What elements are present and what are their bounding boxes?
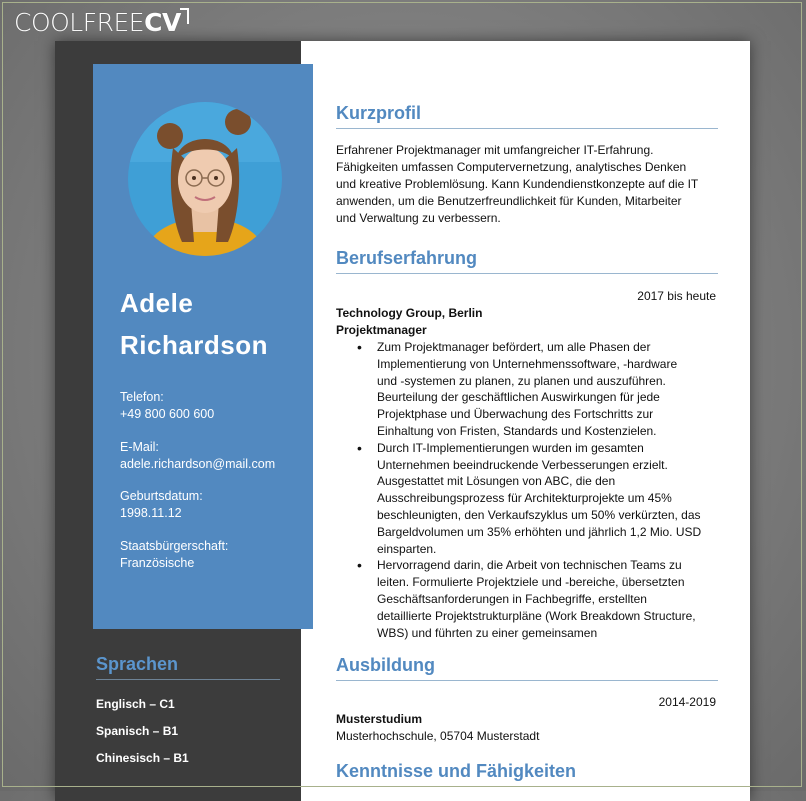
summary-line: und kreative Problemlösung. Kann Kundendienstkonzepte auf die IT [336, 177, 699, 191]
last-name: Richardson [120, 330, 269, 360]
bullet-line: Bargeldvolumen um 35% erhöhten und jährlich 1,2 Mio. USD [377, 524, 702, 539]
candidate-name [120, 282, 268, 366]
citizenship-value: Französische [120, 556, 195, 570]
education-date: 2014-2019 [658, 695, 716, 709]
experience-bullets [357, 339, 719, 641]
phone-label: Telefon: [120, 390, 164, 404]
profile-photo [128, 102, 282, 256]
first-name: Adele [120, 288, 194, 318]
experience-role: Projektmanager [336, 323, 427, 337]
bullet-line: Projektphase und Überwachung des Fortschritts zur [377, 407, 654, 422]
birth-block [120, 488, 203, 522]
bullet-line: detaillierte Projektstrukturpläne (Work Breakdown Structure, [377, 608, 696, 623]
email-label: E-Mail: [120, 440, 159, 454]
bullet-line: Ausschreibungsprozess für Architekturprojekte um 45% [377, 491, 672, 506]
summary-text [336, 142, 718, 227]
summary-line: anwenden, um die Benutzerfreundlichkeit für Kunden, Mitarbeiter [336, 194, 682, 208]
email-block [120, 439, 275, 473]
experience-bullet [357, 557, 719, 641]
experience-bullet [357, 339, 719, 440]
experience-heading: Berufserfahrung [336, 247, 718, 274]
email-value: adele.richardson@mail.com [120, 457, 276, 471]
bullet-line: Einhaltung von Fristen, Standards und Kostenzielen. [377, 423, 657, 438]
summary-heading: Kurzprofil [336, 102, 718, 129]
citizenship-block [120, 538, 228, 572]
summary-line: Fähigkeiten umfassen Computervernetzung, analytisches Denken [336, 160, 687, 174]
bullet-line: und -systemen zu planen, zu planen und auszuführen. [377, 373, 666, 388]
experience-bullet [357, 440, 719, 558]
watermark-bold-text: CV [144, 8, 181, 37]
languages-heading: Sprachen [96, 654, 280, 680]
bullet-line: Beurteilung der geschäftlichen Auswirkungen für jede [377, 390, 660, 405]
experience-company: Technology Group, Berlin [336, 306, 483, 320]
watermark-light-text: COOLFREE [14, 8, 145, 37]
bullet-line: beschleunigten, den Verkaufszyklus um 50% verkürzten, das [377, 507, 701, 522]
skills-heading: Kenntnisse und Fähigkeiten [336, 760, 718, 787]
bullet-line: leiten. Formulierte Projektziele und -bereiche, übersetzten [377, 575, 685, 590]
education-heading: Ausbildung [336, 654, 718, 681]
language-item: Chinesisch – B1 [96, 751, 189, 765]
bullet-line: • Durch IT-Implementierungen wurden im gesamten [377, 440, 644, 455]
bullet-line: einsparten. [377, 541, 437, 556]
education-degree: Musterstudium [336, 712, 423, 726]
bullet-line: Unternehmen beeindruckende Verbesserungen erzielt. [377, 457, 668, 472]
summary-line: und Verwaltung zu verbessern. [336, 211, 501, 225]
birth-value: 1998.11.12 [120, 506, 182, 520]
language-item: Englisch – C1 [96, 697, 175, 711]
watermark-logo [14, 8, 181, 37]
birth-label: Geburtsdatum: [120, 489, 203, 503]
bullet-line: • Hervorragend darin, die Arbeit von technischen Teams zu [377, 558, 682, 573]
bullet-line: Implementierung von Unternehmenssoftware, -hardware [377, 356, 678, 371]
phone-block [120, 389, 214, 423]
bullet-line: Geschäftsanforderungen in Fachbegriffe, erstellten [377, 591, 647, 606]
education-school: Musterhochschule, 05704 Musterstadt [336, 729, 540, 743]
bullet-line: Ausgestattet mit Lösungen von ABC, die den [377, 474, 616, 489]
experience-date: 2017 bis heute [637, 289, 716, 303]
citizenship-label: Staatsbürgerschaft: [120, 539, 229, 553]
language-item: Spanisch – B1 [96, 724, 179, 738]
summary-line: Erfahrener Projektmanager mit umfangreicher IT-Erfahrung. [336, 143, 654, 157]
bullet-line: WBS) und führten zu einer gemeinsamen [377, 625, 598, 640]
bullet-line: • Zum Projektmanager befördert, um alle Phasen der [377, 340, 651, 354]
phone-value: +49 800 600 600 [120, 407, 215, 421]
